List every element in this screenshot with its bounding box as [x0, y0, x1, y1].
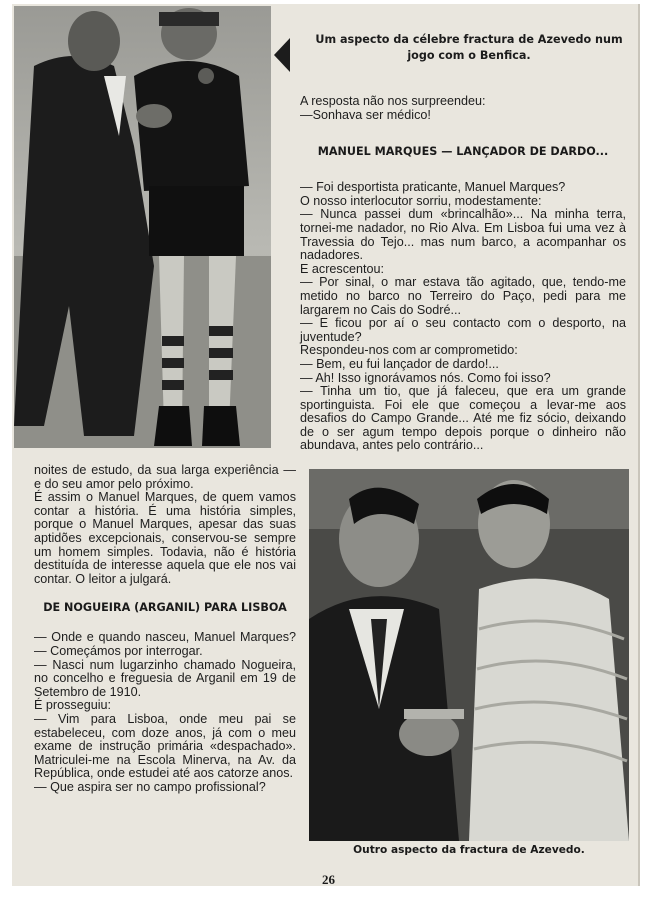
- left-column: [34, 464, 296, 794]
- paragraph: O nosso interlocutor sorriu, modestamente:: [300, 193, 542, 208]
- photo-top-image: [14, 6, 271, 448]
- caption-top: [274, 32, 630, 64]
- paragraph: noites de estudo, da sua larga experiência — e do seu amor pelo próximo.: [34, 463, 296, 491]
- caption-top-text: Um aspecto da célebre fractura de Azevedo num jogo com o Benfica.: [315, 33, 623, 62]
- paragraph: — Nunca passei dum «brincalhão»... Na minha terra, tornei-me nadador, no Rio Alva. Em Lisboa fui uma vez à Travessia do Tejo... mas num barco, a acompanhar os nadadores.: [300, 207, 626, 263]
- paragraph: — Onde e quando nasceu, Manuel Marques? — Começámos por interrogar.: [34, 630, 296, 658]
- photo-azevedo-fracture-match: [14, 6, 271, 448]
- paragraph: E acrescentou:: [300, 261, 385, 276]
- paragraph: — Tinha um tio, que já faleceu, que era um grande sportinguista. Foi ele que começou a levar-me aos desafios do Campo Grande... Até me fiz sócio, deixando de o ser agum tempo depois porque o dinheiro não abundava, antes pelo contrário...: [300, 384, 626, 453]
- paragraph: — Foi desportista praticante, Manuel Marques?: [300, 180, 566, 195]
- photo-azevedo-bandaged: [309, 469, 629, 841]
- caption-pointer-arrow-icon: [274, 38, 290, 72]
- paragraph: — Por sinal, o mar estava tão agitado, que, tendo-me metido no barco no Terreiro do Paço, pedi para me largarem no Cais do Sodré...: [300, 275, 626, 317]
- right-column: [300, 95, 626, 453]
- paragraph: — E ficou por aí o seu contacto com o desporto, na juventude?: [300, 316, 626, 344]
- section-heading-nogueira-lisboa: DE NOGUEIRA (ARGANIL) PARA LISBOA: [43, 601, 287, 615]
- photo-bottom-image: [309, 469, 629, 841]
- paragraph: — Ah! Isso ignorávamos nós. Como foi isso?: [300, 370, 551, 385]
- magazine-page: [12, 4, 638, 886]
- paragraph: —Sonhava ser médico!: [300, 107, 431, 122]
- paragraph: É prosseguiu:: [34, 698, 112, 713]
- page-number: 26: [322, 872, 335, 886]
- paragraph: A resposta não nos surpreendeu:: [300, 94, 486, 108]
- caption-bottom: Outro aspecto da fractura de Azevedo.: [353, 844, 585, 856]
- paragraph: — Nasci num lugarzinho chamado Nogueira, no concelho e freguesia de Arganil em 19 de Setembro de 1910.: [34, 657, 296, 699]
- paragraph: — Vim para Lisboa, onde meu pai se estabeleceu, com doze anos, já com o meu exame de instrução primária «despachado». Matriculei-me na Escola Minerva, na Av. da República, onde estudei até aos catorze anos.: [34, 711, 296, 781]
- section-heading-lancador-de-dardo: MANUEL MARQUES — LANÇADOR DE DARDO...: [317, 145, 609, 159]
- paragraph: É assim o Manuel Marques, de quem vamos contar a história. É uma história simples, porque o Manuel Marques, apesar das suas aptidões excepcionais, conservou-se sempre um homem simples. Todavia, não é história destituída de interesse aquela que ele nos vai contar. O leitor a julgará.: [34, 490, 296, 586]
- paragraph: — Bem, eu fui lançador de dardo!...: [300, 356, 499, 371]
- paragraph: Respondeu-nos com ar comprometido:: [300, 343, 518, 358]
- paragraph: — Que aspira ser no campo profissional?: [34, 779, 266, 794]
